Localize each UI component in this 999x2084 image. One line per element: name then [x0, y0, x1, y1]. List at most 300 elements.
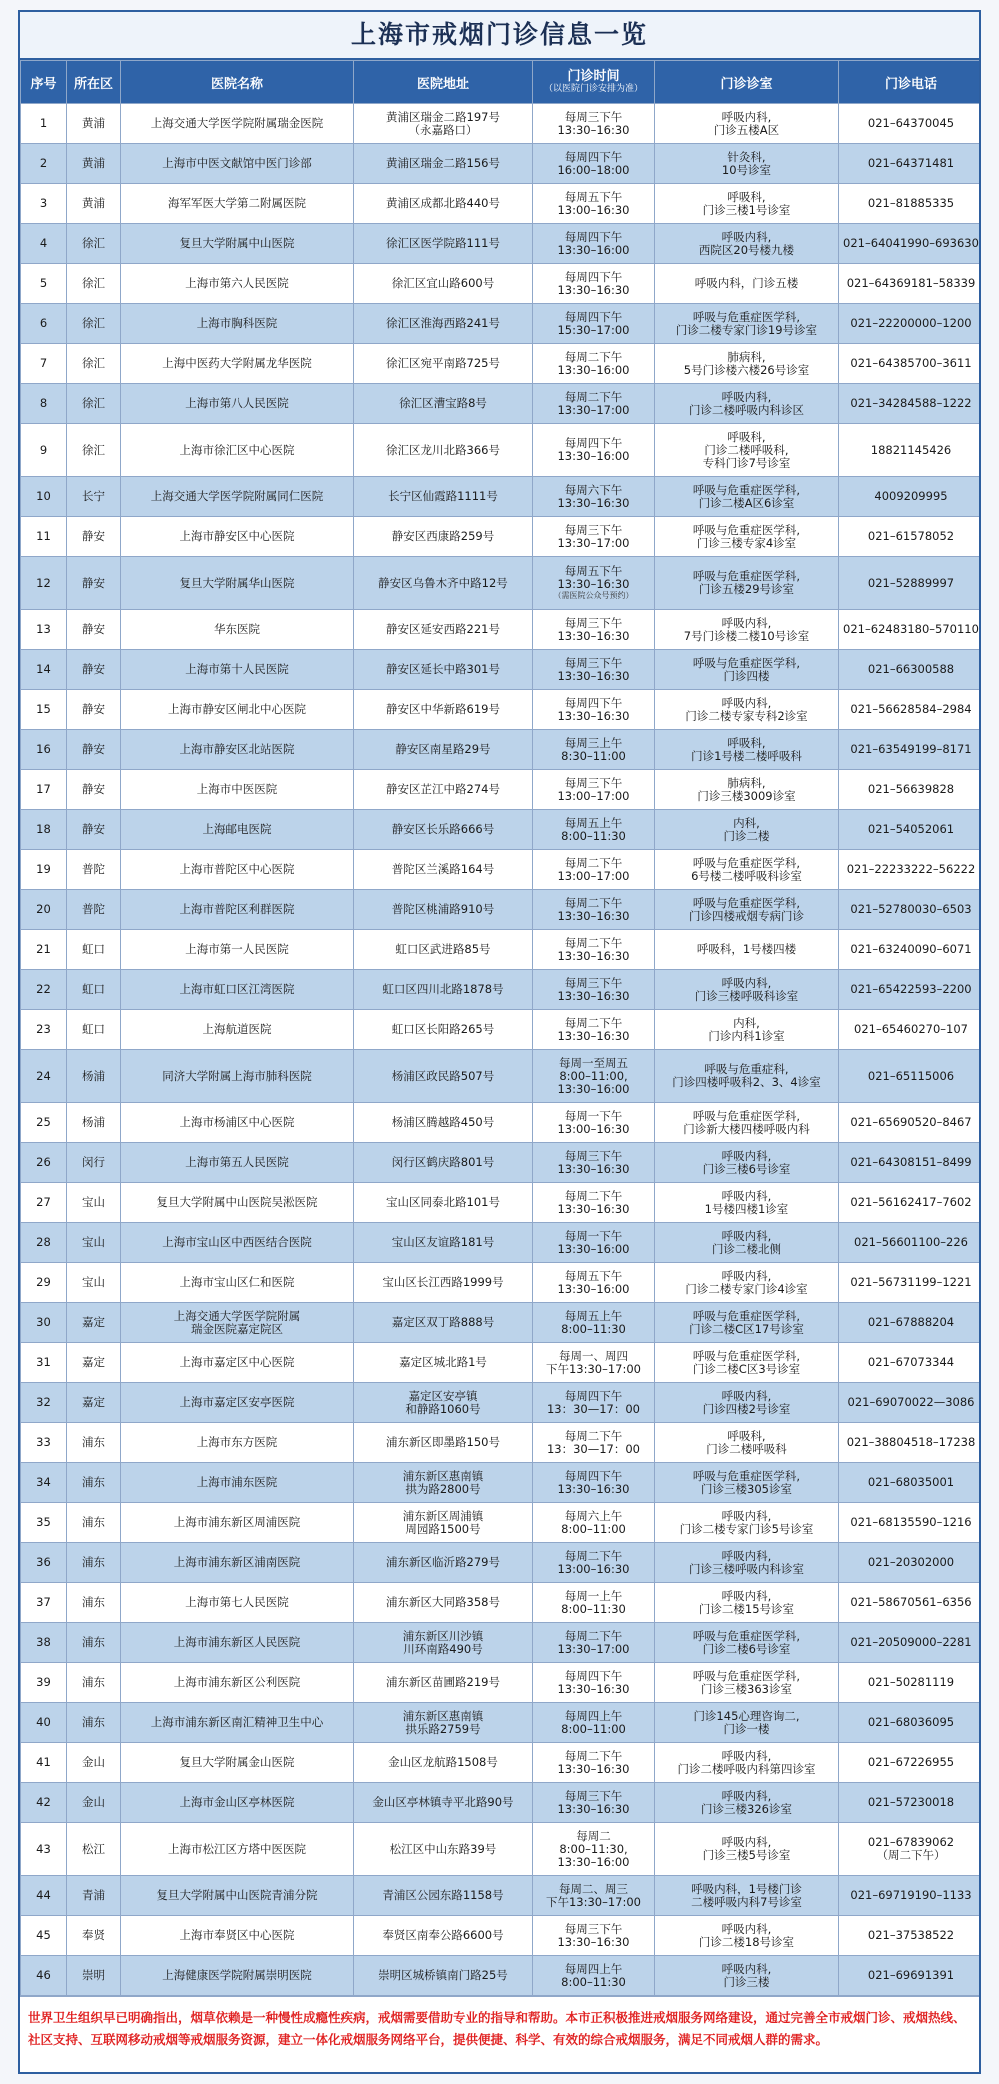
cell-hospital-line: 上海市第八人民医院	[185, 396, 289, 410]
cell-address-line: 徐汇区漕宝路8号	[399, 396, 487, 410]
cell-time	[533, 1743, 655, 1783]
cell-time-line: 13:30–16:30	[557, 577, 630, 591]
cell-room-line: 呼吸内科,	[721, 1748, 772, 1763]
cell-phone	[839, 770, 982, 810]
cell-time	[533, 1383, 655, 1423]
cell-time	[533, 1623, 655, 1663]
cell-time-line: 每周四下午	[564, 229, 623, 244]
cell-district: 嘉定	[67, 1343, 121, 1383]
cell-hospital	[121, 1823, 354, 1876]
table-row	[21, 1050, 982, 1103]
cell-district: 浦东	[67, 1423, 121, 1463]
cell-time	[533, 1583, 655, 1623]
cell-address-line: 黄浦区瑞金二路197号	[386, 109, 500, 124]
cell-room-line: 专科门诊7号诊室	[702, 455, 791, 470]
cell-address-line: 徐汇区医学院路111号	[386, 236, 500, 250]
cell-room-line: 肺病科,	[727, 349, 766, 364]
cell-room-line: 门诊二楼	[723, 828, 770, 843]
cell-no: 2	[21, 144, 67, 184]
cell-hospital	[121, 1010, 354, 1050]
cell-phone	[839, 1183, 982, 1223]
cell-hospital-line: 上海市静安区北站医院	[179, 742, 295, 756]
cell-room-line: 门诊四楼2号诊室	[702, 1401, 791, 1416]
cell-address-line: 静安区中华新路619号	[386, 702, 500, 716]
table-row	[21, 1583, 982, 1623]
cell-address-line: 浦东新区川沙镇	[402, 1628, 484, 1643]
col-header-time-note: （以医院门诊安排为准）	[543, 84, 643, 94]
cell-time	[533, 104, 655, 144]
cell-hospital	[121, 1383, 354, 1423]
cell-time-line: 每周四下午	[564, 695, 623, 710]
cell-room-line: 呼吸与危重症医学科,	[692, 482, 801, 497]
cell-phone-line: 021–52889997	[867, 575, 955, 590]
cell-address	[354, 1876, 533, 1916]
table-row	[21, 1663, 982, 1703]
table-row	[21, 344, 982, 384]
cell-no: 14	[21, 650, 67, 690]
cell-address	[354, 1543, 533, 1583]
cell-no: 39	[21, 1663, 67, 1703]
cell-no: 46	[21, 1956, 67, 1996]
cell-room-line: 呼吸内科,	[721, 1921, 772, 1936]
cell-hospital-line: 上海市浦东新区公利医院	[173, 1675, 301, 1689]
table-row	[21, 1823, 982, 1876]
cell-address	[354, 1303, 533, 1343]
cell-address-line: 浦东新区即墨路150号	[386, 1435, 500, 1449]
cell-time	[533, 1956, 655, 1996]
cell-time-line: 16:00–18:00	[557, 162, 630, 177]
cell-time-line: 每周二下午	[564, 1628, 623, 1643]
cell-address	[354, 184, 533, 224]
cell-time-line: 13:30–16:00	[557, 1081, 630, 1096]
cell-room-line: 门诊二楼C区3号诊室	[692, 1361, 801, 1376]
cell-hospital	[121, 850, 354, 890]
cell-room	[655, 1743, 839, 1783]
cell-phone	[839, 650, 982, 690]
cell-address-line: 静安区西康路259号	[391, 529, 495, 543]
cell-time-line: 13：30—17：00	[546, 1401, 641, 1416]
cell-time-line: 每周二	[576, 1828, 611, 1843]
table-row	[21, 1343, 982, 1383]
cell-district: 黄浦	[67, 144, 121, 184]
cell-room-line: 呼吸内科,	[721, 109, 772, 124]
cell-district: 徐汇	[67, 304, 121, 344]
cell-time-line: 8:00–11:00	[561, 1521, 626, 1536]
cell-time	[533, 970, 655, 1010]
cell-time-line: 8:30–11:00	[561, 748, 626, 763]
cell-no: 7	[21, 344, 67, 384]
cell-phone	[839, 1956, 982, 1996]
cell-room-line: 门诊三楼363诊室	[701, 1681, 792, 1696]
cell-time-line: 每周一上午	[564, 1588, 623, 1603]
cell-phone-line: 021–81885335	[867, 196, 955, 210]
cell-time-line: 13:30–16:30	[557, 1481, 630, 1496]
cell-time	[533, 1703, 655, 1743]
cell-time	[533, 1543, 655, 1583]
cell-address	[354, 1103, 533, 1143]
cell-district: 杨浦	[67, 1103, 121, 1143]
cell-address-line: 奉贤区南奉公路6600号	[382, 1928, 504, 1942]
cell-room-line: 呼吸与危重症医学科,	[692, 1628, 801, 1643]
cell-hospital-line: 复旦大学附属中山医院吴淞医院	[156, 1195, 318, 1209]
cell-room	[655, 1223, 839, 1263]
cell-time-line: 15:30–17:00	[557, 322, 630, 337]
cell-time-line: 13:30–16:30	[557, 1761, 630, 1776]
cell-time-line: 8:00–11:00	[561, 1721, 626, 1736]
cell-phone-line: 021–20509000–2281	[850, 1635, 972, 1649]
cell-room	[655, 730, 839, 770]
cell-time-line: 13:30–16:30	[557, 668, 630, 683]
cell-room	[655, 1663, 839, 1703]
cell-time-line: 13:30–16:30	[557, 988, 630, 1003]
cell-no: 24	[21, 1050, 67, 1103]
cell-room	[655, 890, 839, 930]
col-header-room: 门诊诊室	[655, 61, 839, 104]
cell-hospital	[121, 1223, 354, 1263]
cell-address-line: 宝山区同泰北路101号	[386, 1195, 500, 1209]
cell-time	[533, 1143, 655, 1183]
cell-address-line: 浦东新区惠南镇	[402, 1708, 484, 1723]
cell-address-line: 徐汇区淮海西路241号	[386, 316, 500, 330]
cell-phone	[839, 1743, 982, 1783]
cell-room-line: 门诊四楼呼吸科2、3、4诊室	[672, 1075, 821, 1089]
cell-room-line: 门诊内科1诊室	[708, 1028, 785, 1043]
cell-room-line: 5号门诊楼六楼26号诊室	[683, 362, 810, 377]
cell-hospital-line: 上海市宝山区中西医结合医院	[162, 1235, 312, 1249]
cell-no: 40	[21, 1703, 67, 1743]
cell-time	[533, 557, 655, 610]
table-row	[21, 1463, 982, 1503]
cell-time	[533, 610, 655, 650]
cell-address	[354, 264, 533, 304]
table-row	[21, 650, 982, 690]
col-header-address: 医院地址	[354, 61, 533, 104]
cell-phone-line: 021–54052061	[867, 822, 955, 836]
table-row	[21, 1383, 982, 1423]
cell-hospital-line: 上海市奉贤区中心医院	[179, 1928, 295, 1942]
cell-hospital	[121, 304, 354, 344]
cell-no: 10	[21, 477, 67, 517]
cell-address	[354, 970, 533, 1010]
cell-district: 浦东	[67, 1463, 121, 1503]
cell-district: 虹口	[67, 1010, 121, 1050]
cell-hospital	[121, 650, 354, 690]
cell-room	[655, 970, 839, 1010]
cell-address	[354, 890, 533, 930]
cell-phone	[839, 557, 982, 610]
cell-no: 20	[21, 890, 67, 930]
cell-time-line: 每周四上午	[564, 1708, 623, 1723]
cell-hospital	[121, 1050, 354, 1103]
cell-phone-line: （周二下午）	[876, 1848, 946, 1862]
cell-address-line: 虹口区四川北路1878号	[382, 982, 504, 996]
cell-phone-line: 021–67073344	[867, 1355, 955, 1369]
cell-hospital	[121, 1583, 354, 1623]
cell-time-line: 每周一下午	[564, 1108, 623, 1123]
cell-time-line: 每周一下午	[564, 1228, 623, 1243]
cell-time-line: 下午13:30–17:00	[545, 1361, 642, 1376]
cell-phone-line: 021–64369181–58339	[846, 276, 976, 290]
cell-room-line: 门诊二楼专家专科2诊室	[685, 708, 808, 723]
cell-hospital	[121, 730, 354, 770]
cell-phone	[839, 1383, 982, 1423]
cell-room	[655, 477, 839, 517]
cell-room-line: 呼吸内科,	[721, 1548, 772, 1563]
cell-phone	[839, 1703, 982, 1743]
cell-phone	[839, 1916, 982, 1956]
cell-hospital	[121, 144, 354, 184]
cell-phone	[839, 730, 982, 770]
cell-phone	[839, 930, 982, 970]
cell-phone	[839, 1223, 982, 1263]
cell-room	[655, 384, 839, 424]
cell-hospital-line: 瑞金医院嘉定院区	[191, 1321, 283, 1336]
cell-address-line: 宝山区长江西路1999号	[382, 1275, 504, 1289]
cell-address	[354, 224, 533, 264]
cell-district: 宝山	[67, 1223, 121, 1263]
cell-district: 宝山	[67, 1183, 121, 1223]
cell-phone-line: 021–50281119	[867, 1675, 955, 1689]
cell-district: 浦东	[67, 1663, 121, 1703]
cell-time-line: 每周二下午	[564, 1548, 623, 1563]
cell-time	[533, 1423, 655, 1463]
cell-time-line: 13:00–16:30	[557, 1561, 630, 1576]
cell-address	[354, 517, 533, 557]
cell-hospital	[121, 890, 354, 930]
cell-time	[533, 517, 655, 557]
cell-address	[354, 304, 533, 344]
cell-room-line: 呼吸内科,	[721, 695, 772, 710]
cell-phone	[839, 1463, 982, 1503]
cell-no: 17	[21, 770, 67, 810]
cell-phone	[839, 344, 982, 384]
cell-phone	[839, 1303, 982, 1343]
cell-no: 8	[21, 384, 67, 424]
cell-time-line: 8:00–11:00,	[559, 1068, 628, 1083]
cell-time	[533, 1663, 655, 1703]
cell-district: 静安	[67, 610, 121, 650]
cell-no: 15	[21, 690, 67, 730]
cell-room-line: 呼吸与危重症医学科,	[692, 855, 801, 870]
cell-address-line: 浦东新区大同路358号	[386, 1595, 500, 1609]
cell-no: 21	[21, 930, 67, 970]
cell-hospital	[121, 104, 354, 144]
cell-no: 44	[21, 1876, 67, 1916]
cell-room-line: 7号门诊楼二楼10号诊室	[683, 628, 810, 643]
cell-hospital-line: 上海市第十人民医院	[185, 662, 289, 676]
cell-time-line: 8:00–11:30,	[559, 1841, 628, 1856]
col-header-time-label: 门诊时间	[567, 69, 620, 84]
cell-room-line: 门诊三楼专家4诊室	[696, 535, 797, 550]
cell-address-line: 浦东新区惠南镇	[402, 1468, 484, 1483]
cell-phone	[839, 1583, 982, 1623]
cell-no: 34	[21, 1463, 67, 1503]
cell-hospital	[121, 1503, 354, 1543]
cell-phone-line: 021–68135590–1216	[850, 1515, 972, 1529]
cell-time-line: 13:30–17:00	[557, 1641, 630, 1656]
cell-hospital-line: 上海市静安区中心医院	[179, 529, 295, 543]
table-row	[21, 304, 982, 344]
cell-hospital	[121, 1423, 354, 1463]
cell-address	[354, 1010, 533, 1050]
cell-phone-line: 021–66300588	[867, 662, 955, 676]
cell-time	[533, 650, 655, 690]
cell-time	[533, 1183, 655, 1223]
cell-room	[655, 304, 839, 344]
cell-time	[533, 1503, 655, 1543]
cell-no: 42	[21, 1783, 67, 1823]
cell-address	[354, 610, 533, 650]
cell-time-line: 13:30–16:30	[557, 908, 630, 923]
cell-district: 长宁	[67, 477, 121, 517]
cell-time-line: 每周二下午	[564, 895, 623, 910]
cell-district: 普陀	[67, 850, 121, 890]
cell-no: 41	[21, 1743, 67, 1783]
cell-no: 19	[21, 850, 67, 890]
cell-address-line: 崇明区城桥镇南门路25号	[378, 1968, 508, 1982]
cell-room	[655, 1703, 839, 1743]
cell-hospital	[121, 264, 354, 304]
cell-time-line: 每周三下午	[564, 1788, 623, 1803]
cell-room	[655, 144, 839, 184]
cell-hospital-line: 上海市嘉定区中心医院	[179, 1355, 295, 1369]
cell-address-line: 黄浦区成都北路440号	[386, 196, 500, 210]
cell-address-line: 川环南路490号	[403, 1641, 483, 1656]
cell-phone-line: 021–67839062	[867, 1835, 955, 1849]
cell-time	[533, 1010, 655, 1050]
cell-address	[354, 810, 533, 850]
cell-phone-line: 021–65422593–2200	[850, 982, 972, 996]
cell-address-line: 徐汇区宜山路600号	[391, 276, 495, 290]
cell-time-line: 每周四下午	[564, 436, 623, 450]
cell-room	[655, 424, 839, 477]
cell-hospital-line: 上海市金山区亭林医院	[179, 1795, 295, 1809]
cell-phone-line: 021–57230018	[867, 1795, 955, 1809]
cell-no: 33	[21, 1423, 67, 1463]
cell-time	[533, 1876, 655, 1916]
cell-time-line: 13:30–17:00	[557, 402, 630, 417]
cell-time-line: 13:30–16:00	[557, 1241, 630, 1256]
cell-hospital-line: 上海市浦东新区人民医院	[173, 1635, 301, 1649]
cell-time-line: 每周三下午	[564, 615, 623, 630]
cell-phone	[839, 810, 982, 850]
cell-phone-line: 021–67888204	[867, 1315, 955, 1329]
cell-district: 崇明	[67, 1956, 121, 1996]
cell-phone-line: 021–69691391	[867, 1968, 955, 1982]
cell-hospital	[121, 1183, 354, 1223]
table-row	[21, 1876, 982, 1916]
cell-address-line: 嘉定区双丁路888号	[391, 1315, 495, 1329]
cell-address-line: 静安区芷江中路274号	[386, 782, 500, 796]
cell-room-line: 门诊二楼呼吸内科诊区	[689, 402, 804, 417]
cell-no: 18	[21, 810, 67, 850]
clinic-sheet	[18, 10, 981, 2074]
cell-phone-line: 021–62483180–570110	[843, 622, 979, 636]
cell-phone-line: 021–52780030–6503	[850, 902, 972, 916]
cell-room-line: 门诊二楼北侧	[712, 1241, 781, 1256]
cell-district: 闵行	[67, 1143, 121, 1183]
cell-hospital-line: 上海市嘉定区安亭医院	[179, 1395, 295, 1409]
cell-time	[533, 810, 655, 850]
cell-address-line: 静安区长乐路666号	[391, 822, 495, 836]
cell-time-line: 8:00–11:30	[561, 828, 626, 843]
table-row	[21, 224, 982, 264]
cell-phone-line: 021–65460270–107	[854, 1022, 968, 1036]
cell-room-line: 西院区20号楼九楼	[698, 242, 795, 257]
cell-room-line: 呼吸内科,	[721, 615, 772, 630]
cell-address-line: 徐汇区龙川北路366号	[386, 442, 500, 457]
cell-phone-line: 021–61578052	[867, 529, 955, 543]
cell-room	[655, 104, 839, 144]
cell-phone-line: 021–34284588–1222	[850, 396, 972, 410]
cell-time-line: 每周三下午	[564, 522, 623, 537]
cell-room-line: 6号楼二楼呼吸科诊室	[691, 868, 802, 883]
cell-time-line: 每周四下午	[564, 269, 623, 284]
cell-address-line: （永嘉路口）	[408, 122, 478, 137]
cell-district: 徐汇	[67, 384, 121, 424]
cell-district: 浦东	[67, 1503, 121, 1543]
cell-phone-line: 021–56731199–1221	[850, 1275, 972, 1289]
cell-district: 金山	[67, 1743, 121, 1783]
cell-time-line: 13:30–16:30	[557, 122, 630, 137]
cell-time-line: 13:30–16:00	[557, 1281, 630, 1296]
cell-room	[655, 1956, 839, 1996]
table-row	[21, 384, 982, 424]
cell-room-line: 1号楼四楼1诊室	[704, 1201, 789, 1216]
col-header-district: 所在区	[67, 61, 121, 104]
cell-district: 静安	[67, 690, 121, 730]
cell-time	[533, 1303, 655, 1343]
cell-time-line: 13:30–16:30	[557, 1681, 630, 1696]
cell-time-line: 每周二下午	[564, 1015, 623, 1030]
cell-hospital	[121, 1703, 354, 1743]
cell-time-line: 每周二下午	[564, 1188, 623, 1203]
table-row	[21, 1303, 982, 1343]
cell-hospital-line: 上海市宝山区仁和医院	[179, 1275, 295, 1289]
cell-district: 宝山	[67, 1263, 121, 1303]
cell-time	[533, 930, 655, 970]
cell-address	[354, 1823, 533, 1876]
cell-phone	[839, 890, 982, 930]
cell-time-line: 每周三下午	[564, 655, 623, 670]
cell-address-line: 嘉定区城北路1号	[399, 1355, 487, 1369]
table-row	[21, 104, 982, 144]
cell-address	[354, 1143, 533, 1183]
cell-no: 16	[21, 730, 67, 770]
cell-room-line: 门诊三楼305诊室	[701, 1481, 792, 1496]
cell-no: 4	[21, 224, 67, 264]
cell-no: 45	[21, 1916, 67, 1956]
cell-phone-line: 021–22233222–56222	[846, 862, 976, 876]
cell-time	[533, 304, 655, 344]
cell-room-line: 门诊五楼29号诊室	[698, 582, 795, 596]
cell-phone	[839, 384, 982, 424]
cell-phone	[839, 1503, 982, 1543]
table-row	[21, 1543, 982, 1583]
cell-time-line: 每周三下午	[564, 109, 623, 124]
cell-hospital-line: 上海市中医医院	[196, 782, 278, 796]
table-row	[21, 1743, 982, 1783]
table-row	[21, 1103, 982, 1143]
cell-room	[655, 1543, 839, 1583]
cell-address	[354, 930, 533, 970]
cell-time-line: 13:30–16:30	[557, 628, 630, 643]
cell-hospital	[121, 1343, 354, 1383]
cell-hospital-line: 上海市普陀区利群医院	[179, 902, 295, 916]
cell-hospital-line: 上海市东方医院	[196, 1435, 278, 1449]
cell-district: 静安	[67, 810, 121, 850]
cell-time	[533, 184, 655, 224]
